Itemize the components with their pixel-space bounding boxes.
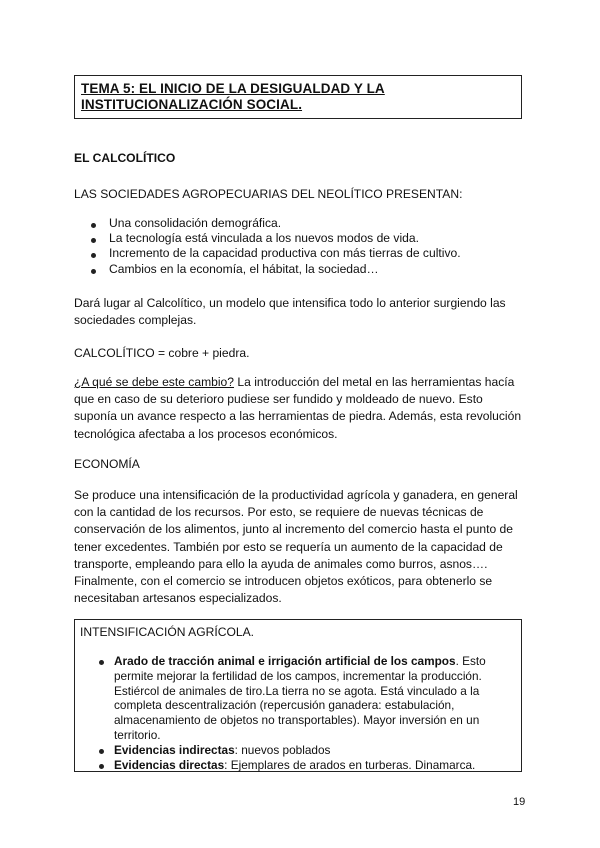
list-item bbox=[80, 758, 516, 773]
bullet-list bbox=[74, 216, 524, 277]
list-item: Incremento de la capacidad productiva con más tierras de cultivo. bbox=[74, 246, 524, 261]
item-text: : Ejemplares de arados en turberas. Dinamarca. bbox=[224, 757, 476, 772]
list-item: Una consolidación demográfica. bbox=[74, 216, 524, 231]
title-line-1: TEMA 5: EL INICIO DE LA DESIGUALDAD Y LA bbox=[81, 81, 385, 96]
list-item bbox=[80, 654, 516, 743]
question-text: ¿A qué se debe este cambio? bbox=[74, 375, 235, 389]
list-item bbox=[80, 743, 516, 758]
intro-paragraph: Dará lugar al Calcolítico, un modelo que intensifica todo lo anterior surgiendo las sociedades complejas. bbox=[74, 296, 506, 328]
metal-paragraph bbox=[74, 374, 524, 443]
page-number: 19 bbox=[513, 796, 526, 808]
title-line-2: INSTITUCIONALIZACIÓN SOCIAL. bbox=[81, 97, 303, 112]
item-bold: Evidencias directas bbox=[114, 757, 225, 772]
subheading: LAS SOCIEDADES AGROPECUARIAS DEL NEOLÍTICO PRESENTAN: bbox=[74, 187, 463, 201]
item-bold: Evidencias indirectas bbox=[114, 742, 235, 757]
section-heading: EL CALCOLÍTICO bbox=[74, 151, 176, 165]
item-text: . Esto permite mejorar la fertilidad de los campos, incrementar la producción. Estiércol de animales de tiro.La tierra no se agota. Está vinculado a la completa descentralización (repercusión ganadera: estabulación, almacenamiento de objetos no transportables). Mayor inversión en un territorio. bbox=[114, 654, 486, 742]
economy-heading: ECONOMÍA bbox=[74, 457, 140, 471]
box-heading: INTENSIFICACIÓN AGRÍCOLA. bbox=[80, 625, 255, 639]
list-item: La tecnología está vinculada a los nuevos modos de vida. bbox=[74, 231, 524, 246]
economy-paragraph: Se produce una intensificación de la productividad agrícola y ganadera, en general con la cantidad de los recursos. Por esto, se requiere de nuevas técnicas de conservación de los alimentos, junto al incremento del comercio hasta el punto de tener excedentes. También por esto se requería un aumento de la capacidad de transporte, empleando para ello la ayuda de animales como burros, asnos…. Finalmente, con el comercio se introducen objetos exóticos, para obtenerlo se necesitaban artesanos especializados. bbox=[74, 488, 518, 606]
metal-paragraph-text: La introducción del metal en las herramientas hacía que en caso de su deterioro pudiese ser fundido y moldeado de nuevo. Esto suponía un avance respecto a las herramientas de piedra. Además, esta revolución tecnológica afectaba a los procesos económicos. bbox=[74, 375, 522, 441]
item-text: : nuevos poblados bbox=[234, 742, 331, 757]
formula: CALCOLÍTICO = cobre + piedra. bbox=[74, 346, 250, 360]
agricultural-intensification-box bbox=[74, 619, 522, 772]
list-item: Cambios en la economía, el hábitat, la sociedad… bbox=[74, 262, 524, 277]
item-bold: Arado de tracción animal e irrigación artificial de los campos bbox=[114, 654, 456, 668]
title-box bbox=[74, 75, 522, 119]
